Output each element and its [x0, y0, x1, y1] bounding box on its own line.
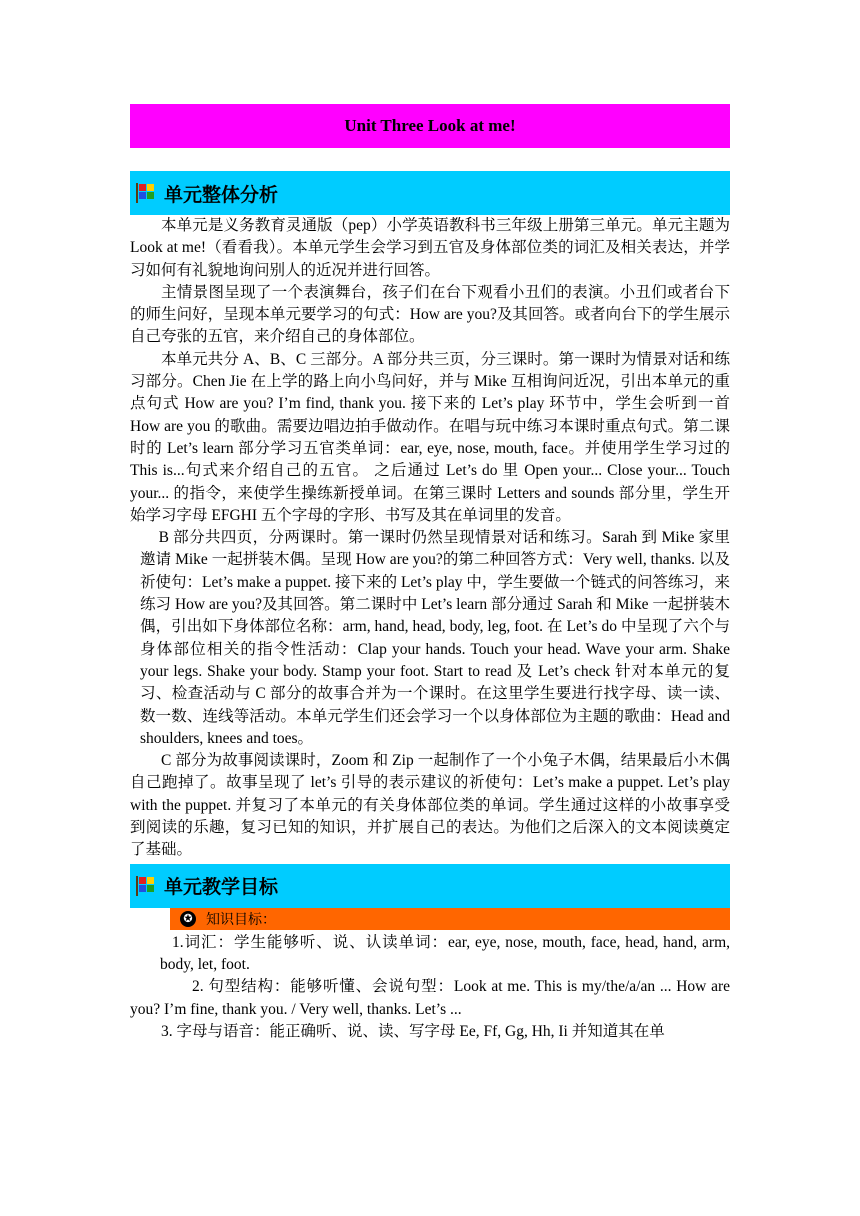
section-header-goals — [130, 864, 730, 908]
goal-item: 3. 字母与语音：能正确听、说、读、写字母 Ee, Ff, Gg, Hh, Ii 并知道其在单 — [161, 1022, 665, 1040]
section-title-goals: 单元教学目标 — [164, 876, 279, 899]
goal-item: 2. 句型结构：能够听懂、会说句型：Look at me. This is my/the/a/an ... How are you? I’m fine, thank you. / Very well, thanks. Let’s ... — [130, 978, 730, 1018]
knowledge-goals-bar — [170, 908, 730, 930]
unit-title: Unit Three Look at me! — [344, 116, 516, 135]
star-icon: ✪ — [180, 911, 196, 927]
flag-icon — [134, 875, 156, 897]
analysis-paragraph: C 部分为故事阅读课时，Zoom 和 Zip 一起制作了一个小兔子木偶，结果最后小木偶自己跑掉了。故事呈现了 let’s 引导的表示建议的祈使句：Let’s make a puppet. Let’s play with the puppet. 并复习了本单元的有关身体部位类的单词。学生通过这样的小故事享受到阅读的乐趣，复习已知的知识，并扩展自己的表达。为他们之后深入的文本阅读奠定了基础。 — [130, 752, 730, 859]
unit-title-bar — [130, 104, 730, 148]
analysis-paragraph: 本单元是义务教育灵通版（pep）小学英语教科书三年级上册第三单元。单元主题为 Look at me!（看看我）。本单元学生会学习到五官及身体部位类的词汇及相关表达，并学习如何有礼貌地询问别人的近况并进行回答。 — [130, 217, 730, 279]
section-header-analysis — [130, 171, 730, 215]
analysis-paragraph: 主情景图呈现了一个表演舞台，孩子们在台下观看小丑们的表演。小丑们或者台下的师生问好，呈现本单元要学习的句式：How are you?及其回答。或者向台下的学生展示自己夸张的五官，来介绍自己的身体部位。 — [130, 283, 730, 346]
analysis-paragraph: B 部分共四页，分两课时。第一课时仍然呈现情景对话和练习。Sarah 到 Mike 家里邀请 Mike 一起拼装木偶。呈现 How are you?的第二种回答方式：Very well, thanks. 以及祈使句：Let’s make a puppet. 接下来的 Let’s play 中，学生要做一个链式的问答练习，来练习 How are you?及其回答。第二课时中 Let’s learn 部分通过 Sarah 和 Mike 一起拼装木偶，引出如下身体部位名称：arm, hand, head, body, leg, foot. 在 Let’s do 中呈现了六个与身体部位相关的指令性活动：Clap your hands. Touch your head. Wave your arm. Shake your legs. Shake your body. Stamp your foot. Start to read 及 Let’s check 针对本单元的复习、检查活动与 C 部分的故事合并为一个课时。在这里学生要进行找字母、读一读、数一数、连线等活动。本单元学生们还会学习一个以身体部位为主题的歌曲：Head and shoulders, knees and toes。 — [140, 529, 730, 747]
goals-list — [130, 932, 730, 1043]
flag-icon — [134, 182, 156, 204]
document-page — [130, 104, 730, 1043]
analysis-paragraph: 本单元共分 A、B、C 三部分。A 部分共三页，分三课时。第一课时为情景对话和练习部分。Chen Jie 在上学的路上向小鸟问好，并与 Mike 互相询问近况，引出本单元的重点句式 How are you? I’m find, thank you. 接下来的 Let’s play 环节中，学生会听到一首 How are you 的歌曲。需要边唱边拍手做动作。在唱与玩中练习本课时重点句式。第二课时的 Let’s learn 部分学习五官类单词：ear, eye, nose, mouth, face。并使用学生学习过的 This is...句式来介绍自己的五官。 之后通过 Let’s do 里 Open your... Close your... Touch your... 的指令，来使学生操练新授单词。在第三课时 Letters and sounds 部分里，学生开始学习字母 EFGHI 五个字母的字形、书写及其在单词里的发音。 — [130, 350, 730, 524]
goal-item: 1.词汇：学生能够听、说、认读单词：ear, eye, nose, mouth, face, head, hand, arm, body, let, foot. — [160, 933, 730, 973]
section-title-analysis: 单元整体分析 — [164, 183, 279, 206]
analysis-body — [130, 215, 730, 862]
knowledge-goals-label: 知识目标： — [206, 911, 276, 928]
